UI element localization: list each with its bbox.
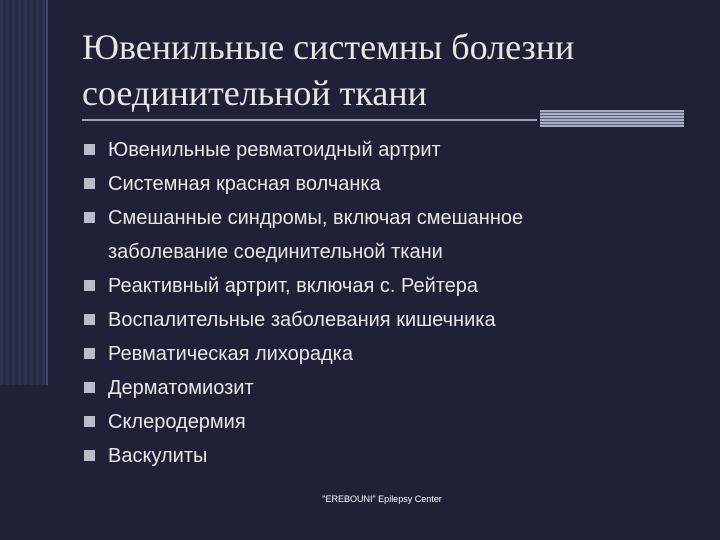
title-underline [82, 119, 537, 121]
list-item-text: Воспалительные заболевания кишечника [108, 309, 496, 331]
square-bullet-icon [84, 314, 95, 325]
slide-footer: "EREBOUNI" Epilepsy Center [322, 494, 442, 504]
square-bullet-icon [84, 144, 95, 155]
list-item-text: Системная красная волчанка [108, 173, 381, 195]
list-item [84, 337, 704, 371]
list-item-text: Ревматическая лихорадка [108, 343, 353, 365]
list-item-text: Васкулиты [108, 445, 208, 467]
bullet-list [84, 133, 704, 473]
list-item [84, 371, 704, 405]
left-decor-bar [0, 0, 48, 385]
list-item [84, 201, 628, 269]
list-item [84, 439, 704, 473]
list-item [84, 133, 704, 167]
list-item-text: Дерматомиозит [108, 377, 254, 399]
square-bullet-icon [84, 212, 95, 223]
list-item [84, 269, 704, 303]
list-item-text: Склеродермия [108, 411, 246, 433]
square-bullet-icon [84, 178, 95, 189]
square-bullet-icon [84, 450, 95, 461]
list-item-text: Реактивный артрит, включая с. Рейтера [108, 275, 479, 297]
list-item [84, 167, 704, 201]
square-bullet-icon [84, 382, 95, 393]
list-item [84, 405, 704, 439]
left-decor-edge [46, 0, 48, 385]
list-item-text: Ювенильные ревматоидный артрит [108, 139, 441, 161]
title-decor-blocks [540, 110, 684, 127]
slide-title: Ювенильные системны болезни соединительной ткани [82, 27, 575, 113]
square-bullet-icon [84, 348, 95, 359]
list-item [84, 303, 704, 337]
square-bullet-icon [84, 280, 95, 291]
list-item-text: Смешанные синдромы, включая смешанное заболевание соединительной ткани [108, 207, 524, 263]
square-bullet-icon [84, 416, 95, 427]
